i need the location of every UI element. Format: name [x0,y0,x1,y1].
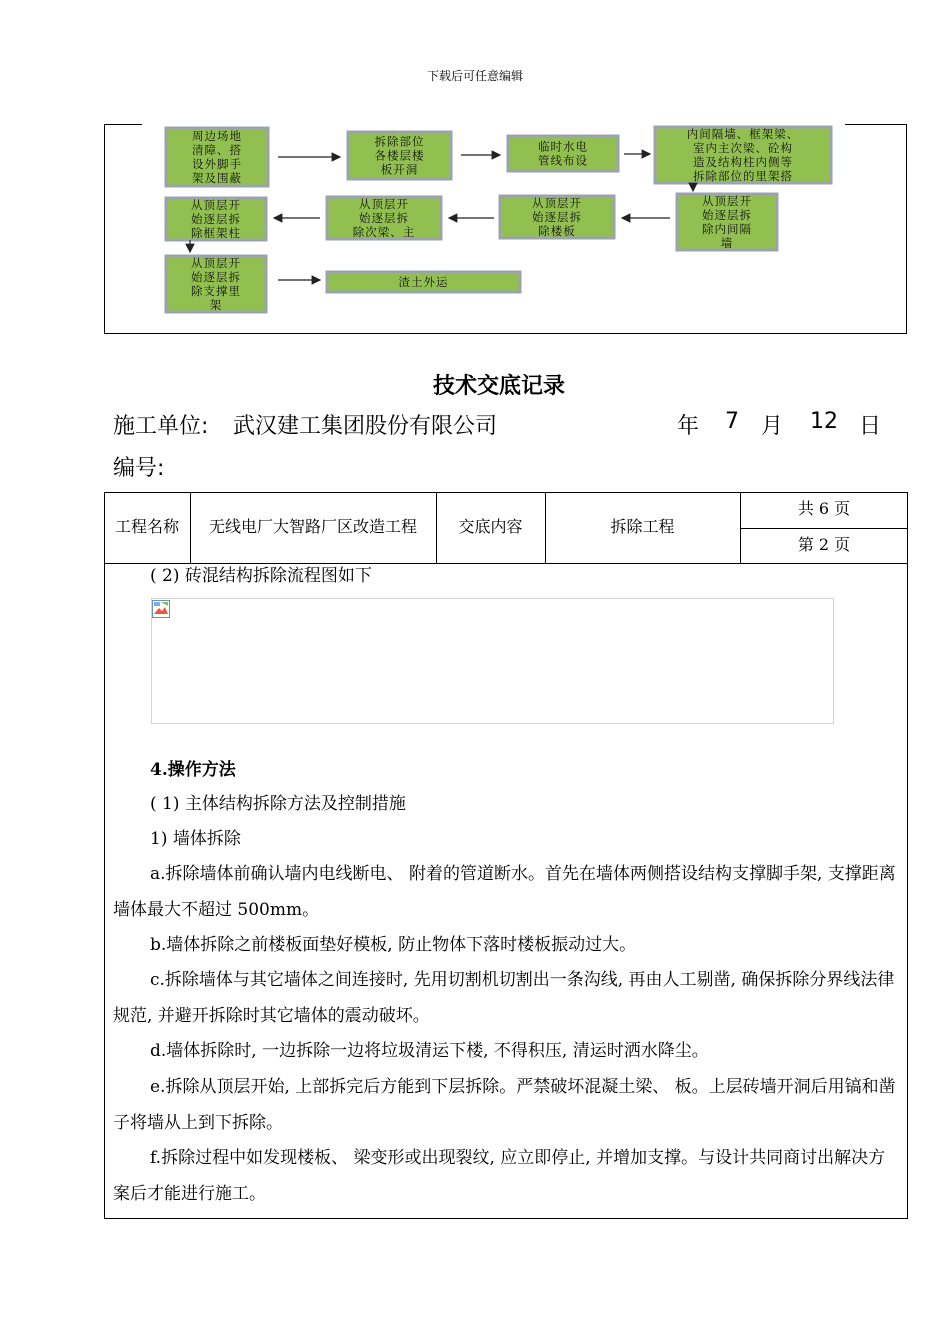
svg-text:临时水电管线布设 [538,140,588,168]
flow-node-n8 [166,198,266,240]
svg-text:内间隔墙、框架梁、室内主次梁、砼构造及结构柱内侧等拆除部位的 [687,127,800,183]
date-year-label: 年 [677,414,700,439]
flow-node-line: 拆除部位 [374,134,425,149]
subheading-1: ( 1) 主体结构拆除方法及控制措施 [150,794,406,814]
paragraph-b: b.墙体拆除之前楼板面垫好模板, 防止物体下落时楼板振动过大。 [150,935,637,955]
subheading-2: 1) 墙体拆除 [150,829,241,849]
paragraph-e: e.拆除从顶层开始, 上部拆完后方能到下层拆除。严禁破坏混凝土梁、 板。上层砖墙开洞后用镐和凿子将墙从上到下拆除。 [113,1077,896,1133]
unit-label: 施工单位: [113,414,209,439]
flow-node-line: 始逐层拆 [702,208,752,222]
flow-node-line: 室内主次梁、砼构 [693,141,793,155]
flow-node-line: 除内间隔 [702,222,752,236]
flow-node-line: 架及围蔽 [192,171,242,185]
flow-node-line: 周边场地 [192,129,242,143]
flow-node-line: 管线布设 [538,153,588,168]
flow-node-line: 各楼层楼 [374,148,425,163]
flow-node-n9 [166,256,266,312]
flow-node-n4 [655,127,831,183]
flow-node-n6 [500,196,614,238]
table-page-divider [740,528,908,529]
serial-label: 编号: [113,456,165,481]
flow-node-line: 临时水电 [538,139,588,154]
flow-node-line: 除次梁、主 [352,225,416,239]
paragraph-a: a.拆除墙体前确认墙内电线断电、 附着的管道断水。首先在墙体两侧搭设结构支撑脚手架, 支撑距离墙体最大不超过 500mm。 [113,864,896,920]
svg-text:从顶层开始逐层拆除次梁、主 [353,197,416,239]
flowchart [104,124,907,334]
broken-image-icon [152,600,170,618]
date-day-label: 日 [859,414,882,439]
paragraph-c: c.拆除墙体与其它墙体之间连接时, 先用切割机切割出一条沟线, 再由人工剔凿, 确保拆除分界线法律规范, 并避开拆除时其它墙体的震动破坏。 [113,970,895,1026]
flow-node-n10 [327,272,520,292]
flow-node-n3 [508,136,618,171]
project-name: 无线电厂大智路厂区改造工程 [208,517,417,536]
flow-node-line: 拆除部位的里架搭 [693,169,793,183]
subtitle-flowchart: ( 2) 砖混结构拆除流程图如下 [150,566,372,586]
svg-text:从顶层开始逐层拆除框架柱 [191,198,241,240]
date-month: 7 [725,409,739,434]
flow-node-line: 板开洞 [380,162,419,177]
flow-node-line: 除框架柱 [191,226,241,240]
flow-node-n7 [327,197,441,239]
flow-node-line: 清障、搭 [192,143,242,157]
page-number: 第 2 页 [797,535,851,554]
svg-text:渣土外运 [399,275,449,289]
flow-node-line: 架 [209,298,223,312]
flow-node-line: 从顶层开 [359,197,409,211]
paragraph-d: d.墙体拆除时, 一边拆除一边将垃圾清运下楼, 不得积压, 清运时洒水降尘。 [150,1041,709,1061]
section-heading: 4.操作方法 [150,760,236,780]
content-value: 拆除工程 [610,517,675,536]
flow-node-line: 从顶层开 [191,256,241,270]
project-name-label: 工程名称 [114,517,179,536]
flow-node-line: 渣土外运 [398,275,449,289]
svg-text:从顶层开始逐层拆除楼板 [532,196,582,238]
flow-node-line: 墙 [720,236,734,250]
flow-node-line: 内间隔墙、框架梁、 [686,127,800,141]
flow-node-line: 除楼板 [538,224,576,238]
flow-node-line: 除支撑里 [191,284,241,298]
content-label: 交底内容 [458,517,523,536]
svg-text:拆除部位各楼层楼板开洞 [375,135,425,177]
flow-node-n2 [348,132,451,179]
date-day: 12 [810,409,838,434]
total-pages: 共 6 页 [797,499,851,518]
flow-node-line: 设外脚手 [192,157,242,171]
svg-text:周边场地清障、搭设外脚手架及围蔽 [192,129,242,185]
flow-node-line: 始逐层拆 [191,212,241,226]
unit-name: 武汉建工集团股份有限公司 [233,414,498,439]
flow-node-n5 [677,194,777,250]
header-note: 下载后可任意编辑 [426,69,523,83]
flow-node-line: 造及结构柱内侧等 [693,155,793,169]
flow-node-line: 从顶层开 [532,196,582,210]
document-title: 技术交底记录 [432,374,565,399]
flow-node-line: 从顶层开 [702,194,752,208]
paragraph-f: f.拆除过程中如发现楼板、 梁变形或出现裂纹, 应立即停止, 并增加支撑。与设计共同商讨出解决方案后才能进行施工。 [113,1148,886,1204]
flow-node-line: 始逐层拆 [191,270,241,284]
flow-node-line: 从顶层开 [191,198,241,212]
date-month-label: 月 [761,414,784,439]
image-placeholder [151,598,834,724]
flow-node-n1 [166,128,268,186]
flow-node-line: 始逐层拆 [359,211,409,225]
flow-node-line: 始逐层拆 [532,210,582,224]
